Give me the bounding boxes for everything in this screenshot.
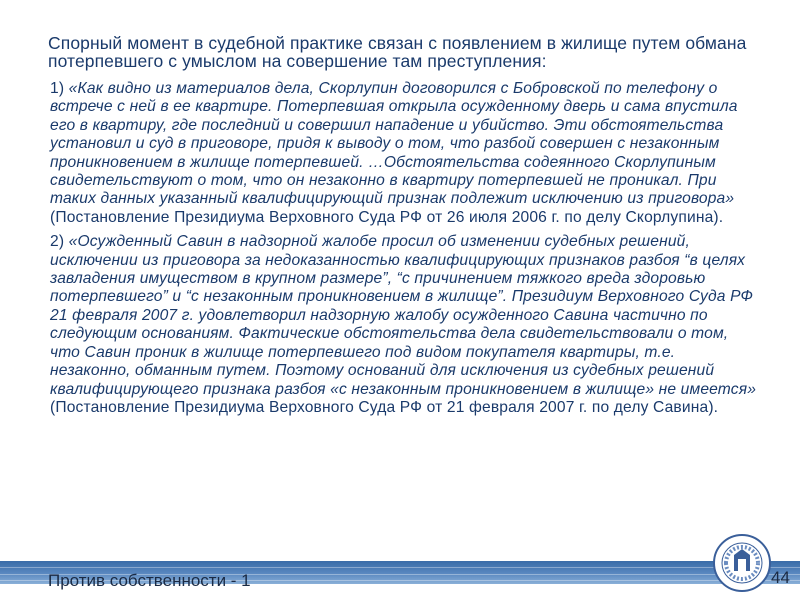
item-number: 1): [50, 80, 65, 97]
university-seal-logo-icon: [712, 533, 772, 593]
footer-title: Против собственности - 1: [48, 571, 251, 590]
slide-content: [48, 34, 758, 423]
item-citation: (Постановление Президиума Верховного Суда РФ от 26 июля 2006 г. по делу Скорлупина).: [50, 208, 724, 226]
item-number: 2): [50, 233, 65, 251]
item-citation: (Постановление Президиума Верховного Суда РФ от 21 февраля 2007 г. по делу Савина).: [50, 398, 719, 416]
page-number: 44: [771, 568, 790, 587]
item-quote: «Осужденный Савин в надзорной жалобе просил об изменении судебных решений, исключении из приговора за недоказанностью квалифицирующих признаков разбоя “в целях завладения имуществом в крупном размере”, “с причинением тяжкого вреда здоровью потерпевшего” и “с незаконным проникновением в жилище”. Президиум Верховного Суда РФ 21 февраля 2007 г. удовлетворил надзорную жалобу осужденного Савина частично по следующим основаниям. Фактические обстоятельства дела свидетельствовали о том, что Савин проник в жилище потерпевшего под видом покупателя квартиры, т.е. незаконно, обманным путем. Поэтому оснований для исключения из судебных решений квалифицирующего признака разбоя «с незаконным проникновением в жилище» не имеется»: [50, 233, 757, 398]
intro-paragraph: Спорный момент в судебной практике связан с появлением в жилище путем обмана потерпевшего с умыслом на совершение там преступления:: [48, 33, 747, 71]
item-quote: «Как видно из материалов дела, Скорлупин договорился с Бобровской по телефону о встрече с ней в ее квартире. Потерпевшая открыла осужденному дверь и сама впустила его в квартиру, где последний и совершил нападение и убийство. Эти обстоятельства установил и суд в приговоре, придя к выводу о том, что разбой совершен с незаконным проникновением в жилище потерпевшей. …Обстоятельства содеянного Скорлупиным свидетельствуют о том, что он незаконно в квартиру потерпевшей не проникал. При таких данных указанный квалифицирующий признак подлежит исключению из приговора»: [50, 80, 738, 208]
list-item: [50, 80, 758, 227]
list-item: [50, 233, 758, 417]
